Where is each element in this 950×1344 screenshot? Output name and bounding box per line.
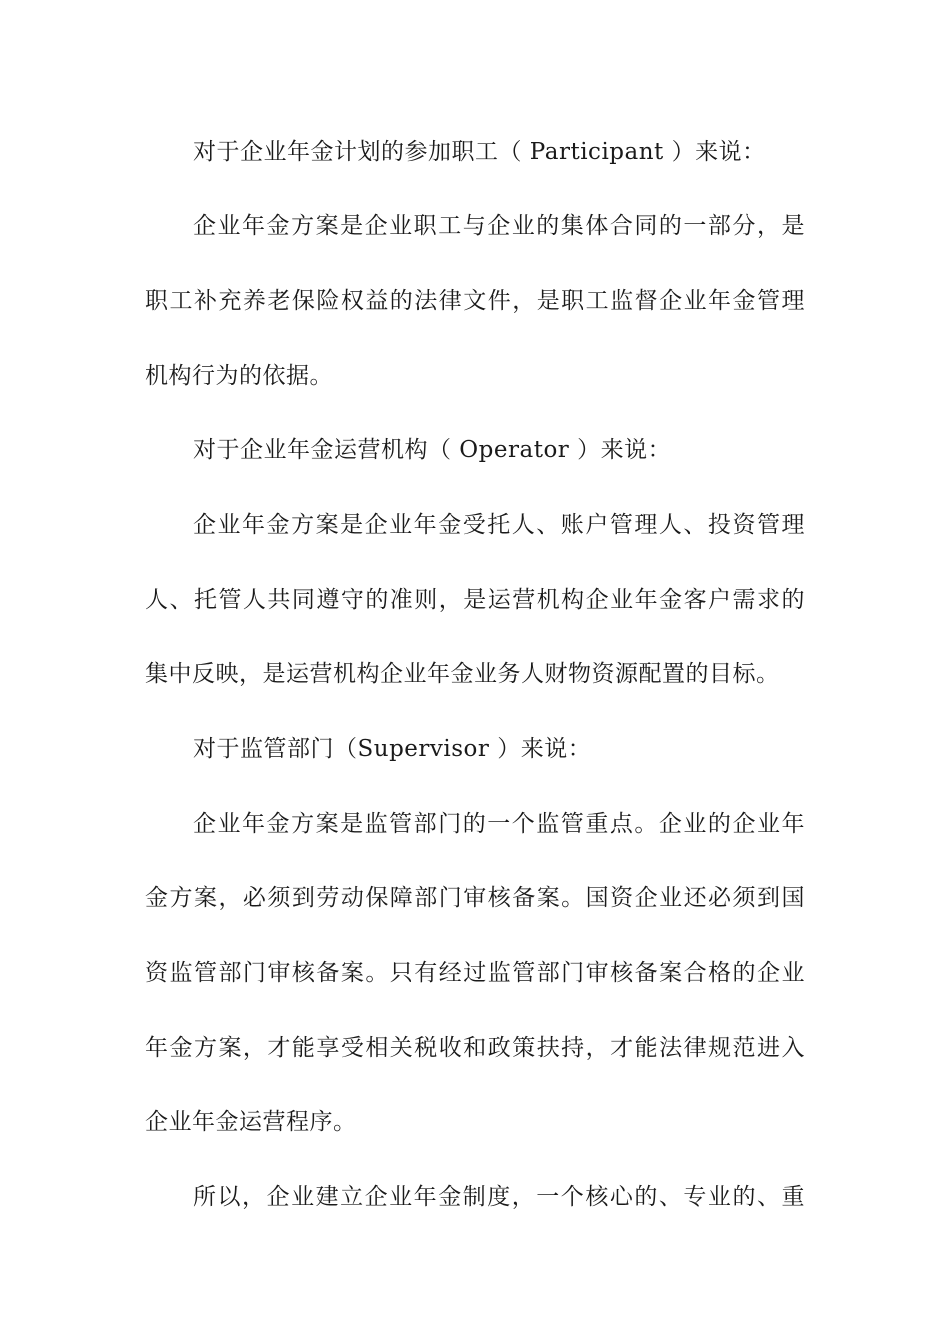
paragraph-line: 企业年金方案是企业年金受托人、账户管理人、投资管理 xyxy=(193,512,805,538)
heading-operator: 对于企业年金运营机构（ Operator ）来说： xyxy=(193,437,672,463)
heading-supervisor: 对于监管部门（Supervisor ）来说： xyxy=(193,736,592,762)
paragraph-line: 资监管部门审核备案。只有经过监管部门审核备案合格的企业 xyxy=(145,960,805,986)
paragraph-line: 金方案，必须到劳动保障部门审核备案。国资企业还必须到国 xyxy=(145,885,805,911)
paragraph-line: 职工补充养老保险权益的法律文件，是职工监督企业年金管理 xyxy=(145,288,805,314)
paragraph-line: 企业年金方案是监管部门的一个监管重点。企业的企业年 xyxy=(193,811,805,837)
paragraph-line: 机构行为的依据。 xyxy=(145,363,333,389)
paragraph-line: 年金方案，才能享受相关税收和政策扶持，才能法律规范进入 xyxy=(145,1035,805,1061)
paragraph-line: 企业年金运营程序。 xyxy=(145,1109,357,1135)
heading-participant: 对于企业年金计划的参加职工（ Participant ）来说： xyxy=(193,139,766,165)
paragraph-line: 集中反映，是运营机构企业年金业务人财物资源配置的目标。 xyxy=(145,661,780,687)
paragraph-line: 人、托管人共同遵守的准则，是运营机构企业年金客户需求的 xyxy=(145,587,805,613)
paragraph-line: 企业年金方案是企业职工与企业的集体合同的一部分，是 xyxy=(193,213,805,239)
paragraph-line: 所以，企业建立企业年金制度，一个核心的、专业的、重 xyxy=(193,1184,805,1210)
